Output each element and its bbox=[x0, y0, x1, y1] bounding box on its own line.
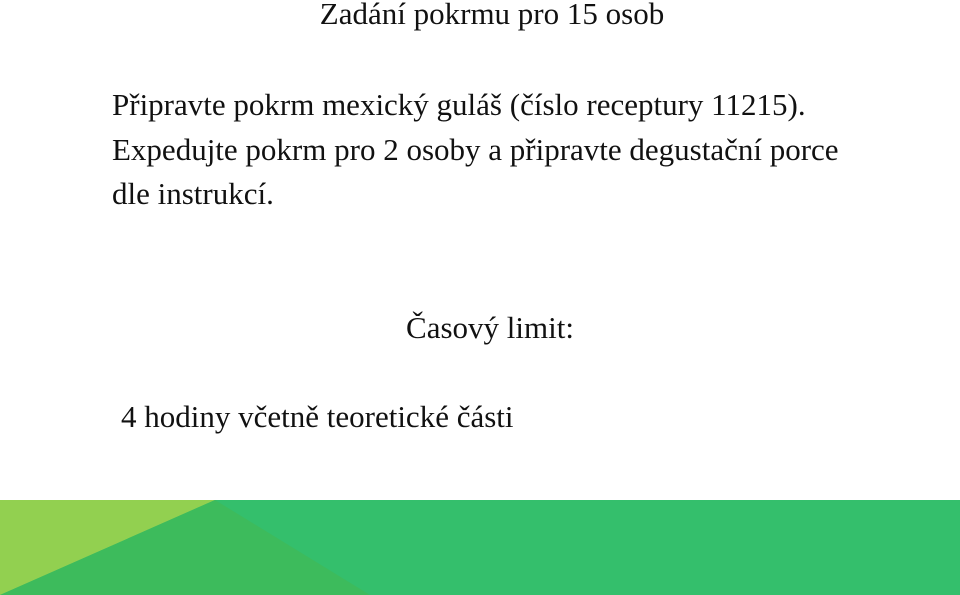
task-paragraph-expedition: Expedujte pokrm pro 2 osoby a připravte degustační porce dle instrukcí. bbox=[112, 131, 839, 211]
footer-shapes bbox=[0, 500, 960, 595]
footer-decoration bbox=[0, 500, 960, 595]
time-limit-value: 4 hodiny včetně teoretické části bbox=[121, 399, 514, 434]
slide-title: Zadání pokrmu pro 15 osob bbox=[319, 0, 665, 31]
time-limit-label: Časový limit: bbox=[406, 310, 574, 345]
task-paragraph-recipe: Připravte pokrm mexický guláš (číslo receptury 11215). bbox=[112, 87, 806, 122]
task-description bbox=[112, 83, 872, 217]
